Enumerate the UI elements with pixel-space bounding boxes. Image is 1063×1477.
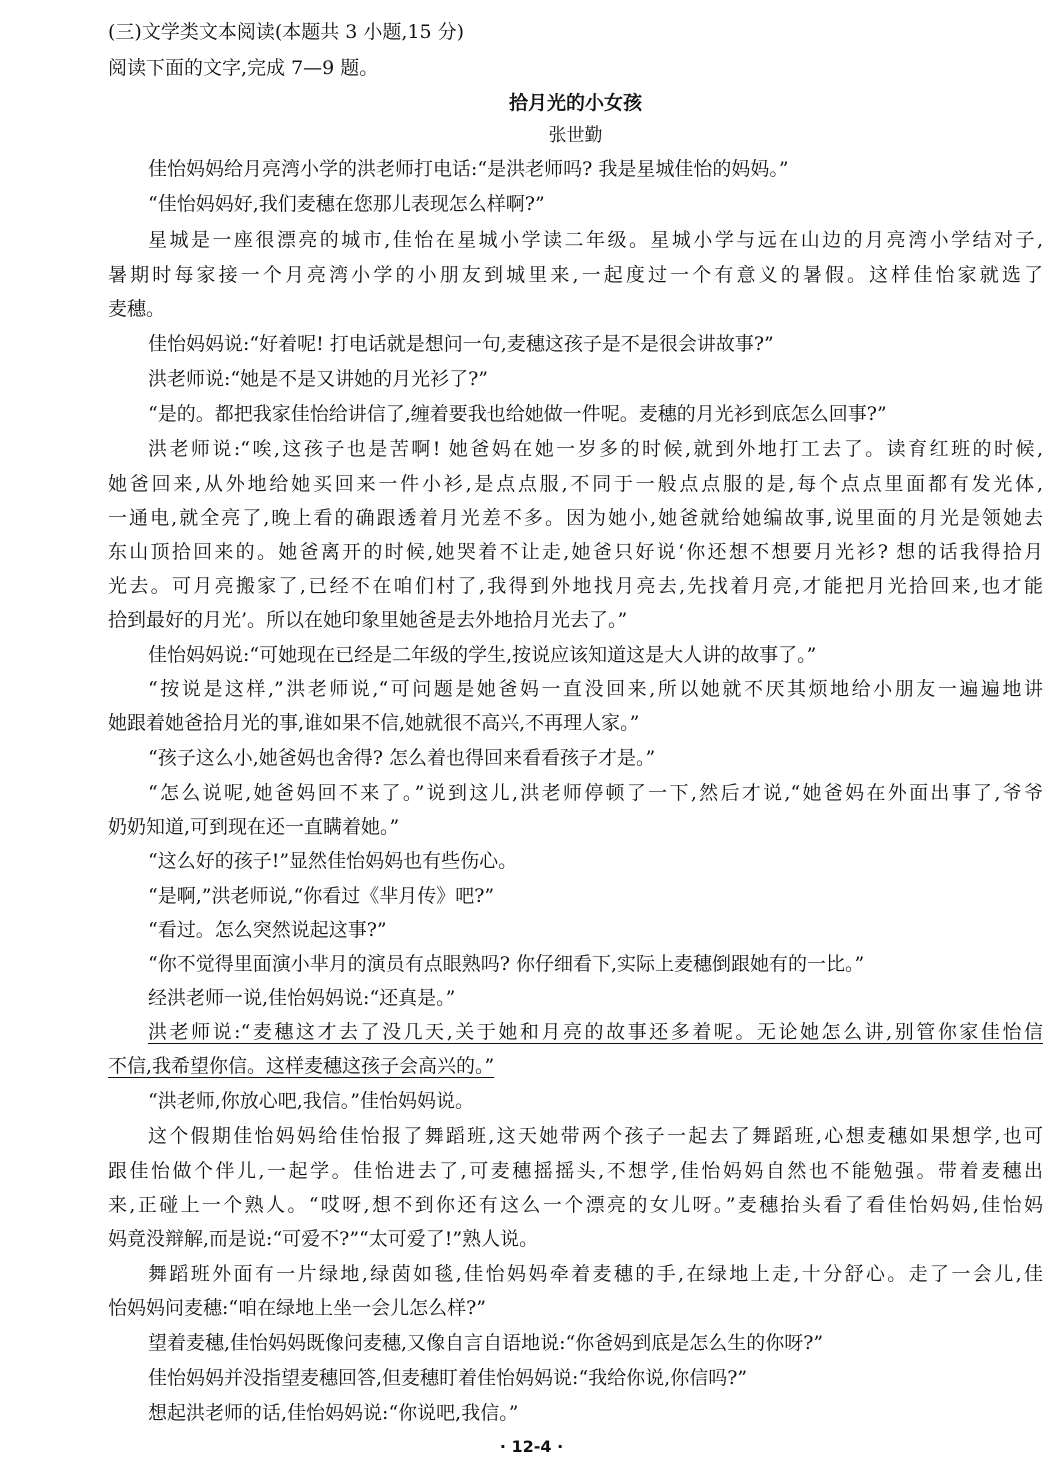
text-line: 星城是一座很漂亮的城市,佳怡在星城小学读二年级。星城小学与远在山边的月亮湾小学结对子, bbox=[148, 229, 1043, 251]
underlined-line: 洪老师说:“麦穗这才去了没几天,关于她和月亮的故事还多着呢。无论她怎么讲,别管你家佳怡信 bbox=[148, 1021, 1043, 1043]
instruction-text: 阅读下面的文字,完成 7—9 题。 bbox=[108, 57, 379, 79]
text-line: 暑期时每家接一个月亮湾小学的小朋友到城里来,一起度过一个有意义的暑假。这样佳怡家就选了 bbox=[108, 264, 1043, 286]
text-line: “你不觉得里面演小芈月的演员有点眼熟吗? 你仔细看下,实际上麦穗倒跟她有的一比。” bbox=[148, 953, 865, 975]
text-line: 佳怡妈妈并没指望麦穗回答,但麦穗盯着佳怡妈妈说:“我给你说,你信吗?” bbox=[148, 1367, 748, 1389]
text-line: “这么好的孩子!”显然佳怡妈妈也有些伤心。 bbox=[148, 850, 518, 872]
text-line: 望着麦穗,佳怡妈妈既像问麦穗,又像自言自语地说:“你爸妈到底是怎么生的你呀?” bbox=[148, 1332, 824, 1354]
text-line: “怎么说呢,她爸妈回不来了。”说到这儿,洪老师停顿了一下,然后才说,“她爸妈在外面出事了,爷爷 bbox=[148, 782, 1043, 804]
text-line: 佳怡妈妈给月亮湾小学的洪老师打电话:“是洪老师吗? 我是星城佳怡的妈妈。” bbox=[148, 158, 789, 180]
text-line: 跟佳怡做个伴儿,一起学。佳怡进去了,可麦穗摇摇头,不想学,佳怡妈妈自然也不能勉强。带着麦穗出 bbox=[108, 1160, 1043, 1182]
text-line: 经洪老师一说,佳怡妈妈说:“还真是。” bbox=[148, 987, 456, 1009]
text-line: 奶奶知道,可到现在还一直瞒着她。” bbox=[108, 816, 400, 838]
text-line: 想起洪老师的话,佳怡妈妈说:“你说吧,我信。” bbox=[148, 1402, 519, 1424]
text-line: 麦穗。 bbox=[108, 298, 166, 320]
text-line: “看过。怎么突然说起这事?” bbox=[148, 919, 387, 941]
text-line: “按说是这样,”洪老师说,“可问题是她爸妈一直没回来,所以她就不厌其烦地给小朋友一遍遍地讲 bbox=[148, 678, 1043, 700]
text-line: “佳怡妈妈好,我们麦穗在您那儿表现怎么样啊?” bbox=[148, 193, 545, 215]
text-line: 怡妈妈问麦穗:“咱在绿地上坐一会儿怎么样?” bbox=[108, 1297, 487, 1319]
text-line: 舞蹈班外面有一片绿地,绿茵如毯,佳怡妈妈牵着麦穗的手,在绿地上走,十分舒心。走了一会儿,佳 bbox=[148, 1263, 1043, 1285]
article-title: 拾月光的小女孩 bbox=[508, 92, 642, 114]
text-line: 洪老师说:“唉,这孩子也是苦啊! 她爸妈在她一岁多的时候,就到外地打工去了。读育红班的时候, bbox=[148, 438, 1043, 460]
text-line: 洪老师说:“她是不是又讲她的月光衫了?” bbox=[148, 368, 489, 390]
section-heading: (三)文学类文本阅读(本题共 3 小题,15 分) bbox=[108, 21, 465, 43]
text-line: 光去。可月亮搬家了,已经不在咱们村了,我得到外地找月亮去,先找着月亮,才能把月光拾回来,也才能 bbox=[108, 575, 1043, 597]
text-line: 一通电,就全亮了,晚上看的确跟透着月光差不多。因为她小,她爸就给她编故事,说里面的月光是领她去 bbox=[108, 507, 1043, 529]
text-line: “洪老师,你放心吧,我信。”佳怡妈妈说。 bbox=[148, 1090, 475, 1112]
text-line: “是啊,”洪老师说,“你看过《芈月传》吧?” bbox=[148, 885, 495, 907]
text-line: 佳怡妈妈说:“可她现在已经是二年级的学生,按说应该知道这是大人讲的故事了。” bbox=[148, 644, 817, 666]
article-author: 张世勤 bbox=[548, 125, 603, 146]
text-line: 拾到最好的月光’。所以在她印象里她爸是去外地拾月光去了。” bbox=[108, 609, 628, 631]
text-line: 她爸回来,从外地给她买回来一件小衫,是点点服,不同于一般点点服的是,每个点点里面都有发光体, bbox=[108, 473, 1043, 495]
text-line: 这个假期佳怡妈妈给佳怡报了舞蹈班,这天她带两个孩子一起去了舞蹈班,心想麦穗如果想学,也可 bbox=[148, 1125, 1043, 1147]
text-line: 佳怡妈妈说:“好着呢! 打电话就是想问一句,麦穗这孩子是不是很会讲故事?” bbox=[148, 333, 774, 355]
page-number: · 12-4 · bbox=[499, 1437, 564, 1456]
text-line: “是的。都把我家佳怡给讲信了,缠着要我也给她做一件呢。麦穗的月光衫到底怎么回事?” bbox=[148, 403, 887, 425]
underlined-line: 不信,我希望你信。这样麦穗这孩子会高兴的。” bbox=[108, 1055, 495, 1077]
text-line: 东山顶拾回来的。她爸离开的时候,她哭着不让走,她爸只好说‘你还想不想要月光衫? 想的话我得拾月 bbox=[108, 541, 1043, 563]
text-line: 来,正碰上一个熟人。“哎呀,想不到你还有这么一个漂亮的女儿呀。”麦穗抬头看了看佳怡妈妈,佳怡妈 bbox=[108, 1194, 1043, 1216]
text-line: 妈竟没辩解,而是说:“可爱不?”“太可爱了!”熟人说。 bbox=[108, 1228, 539, 1250]
text-line: “孩子这么小,她爸妈也舍得? 怎么着也得回来看看孩子才是。” bbox=[148, 747, 656, 769]
text-line: 她跟着她爸拾月光的事,谁如果不信,她就很不高兴,不再理人家。” bbox=[108, 712, 640, 734]
